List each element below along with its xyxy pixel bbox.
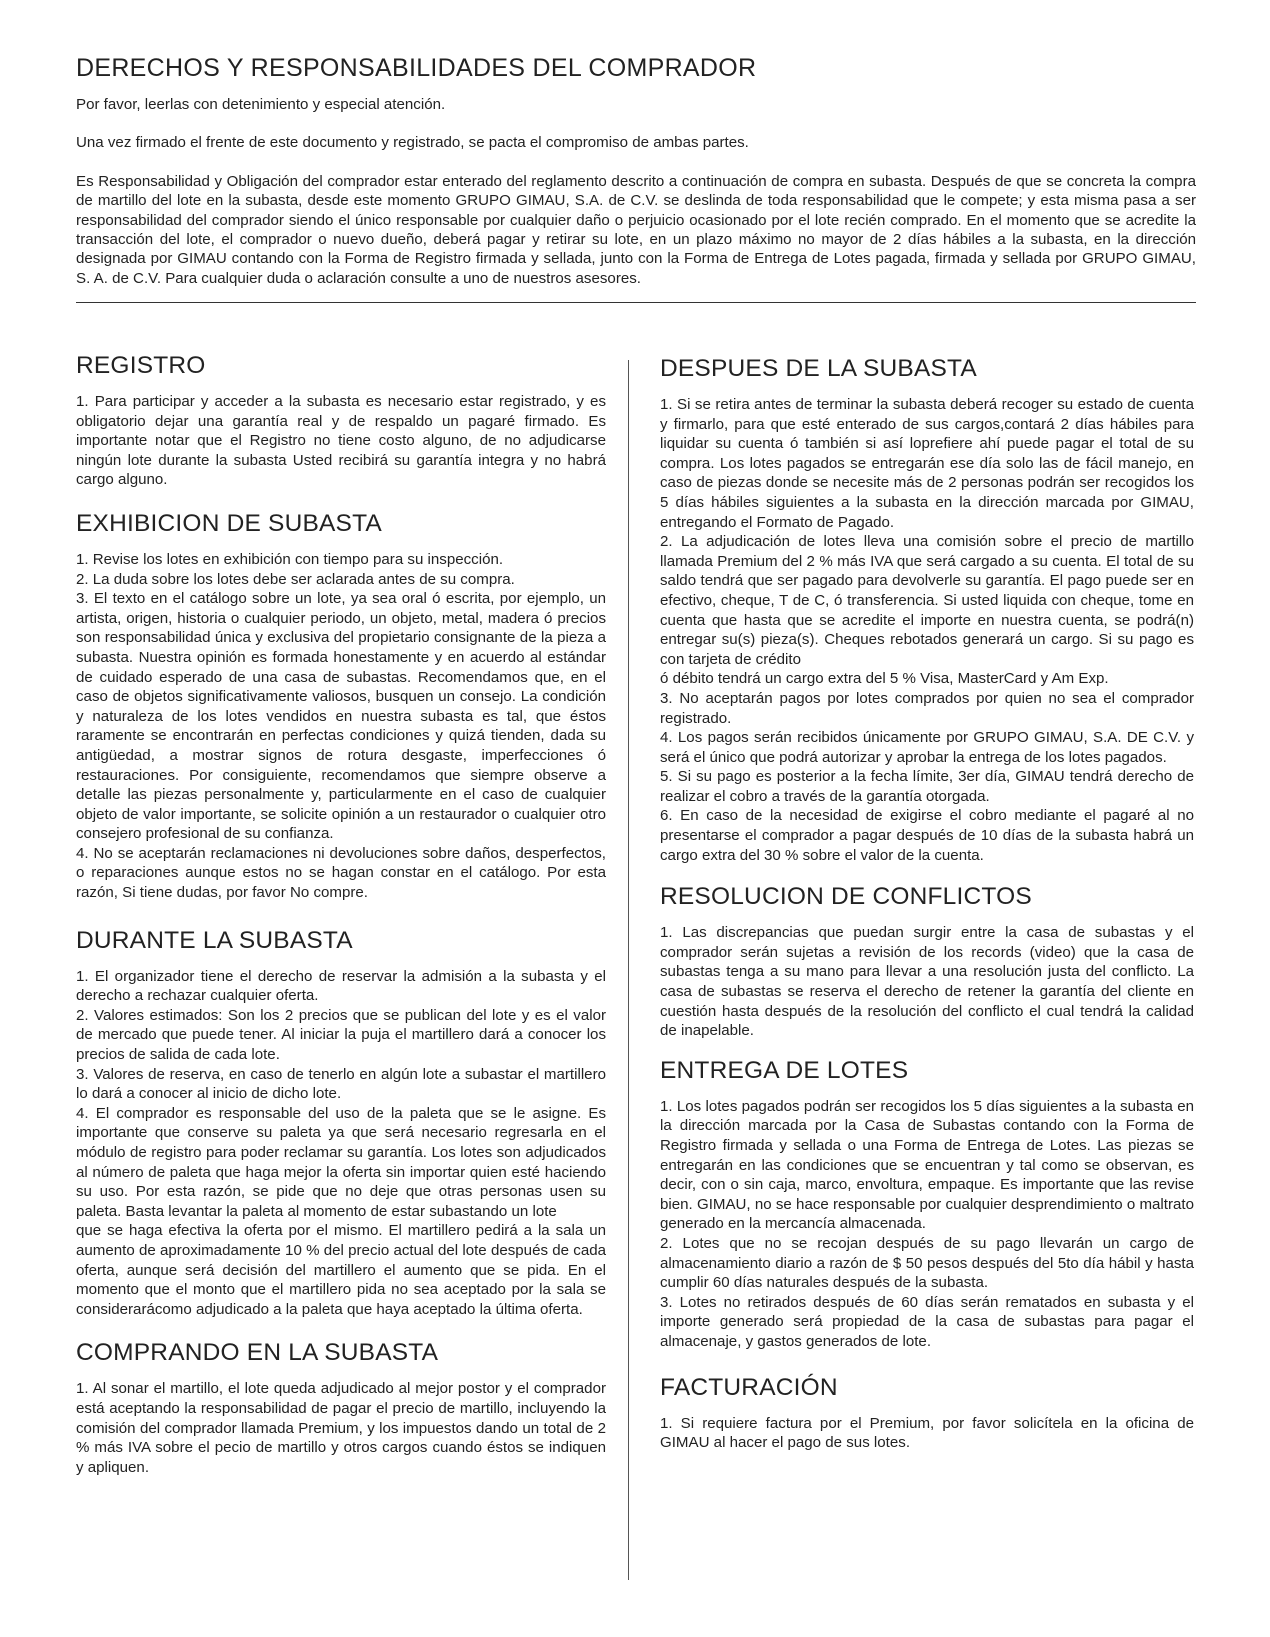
section-paragraph: 3. No aceptarán pagos por lotes comprados por quien no sea el comprador registrado.	[660, 689, 1194, 727]
section-paragraph: 5. Si su pago es posterior a la fecha límite, 3er día, GIMAU tendrá derecho de realizar el cobro a través de la garantía otorgada.	[660, 768, 1194, 805]
section-registro	[76, 352, 606, 490]
section-paragraph: 2. La adjudicación de lotes lleva una comisión sobre el precio de martillo llamada Premium del 2 % más IVA que será cargado a su cuenta. El total de su saldo tendrá que ser pagado para devolverle su garantía. El pago puede ser en efectivo, cheque, T de C, ó transferencia. Si usted liquida con cheque, tome en cuenta que hasta que se acredite el importe en nuestra cuenta, se podrá(n) entregar su(s) pieza(s). Cheques rebotados generará un cargo. Si su pago es con tarjeta de crédito	[660, 533, 1194, 668]
intro-block	[76, 95, 1196, 288]
document-page	[76, 54, 1196, 303]
section-durante	[76, 927, 606, 1320]
section-paragraph: 3. Valores de reserva, en caso de tenerlo en algún lote a subastar el martillero lo dará a conocer al inicio de dicho lote.	[76, 1065, 606, 1103]
section-paragraph: 3. Lotes no retirados después de 60 días serán rematados en subasta y el importe generado será propiedad de la casa de subastas para pagar el almacenaje, y gastos generados de lote.	[660, 1293, 1194, 1350]
section-heading: FACTURACIÓN	[660, 1373, 838, 1401]
section-paragraph: 2. La duda sobre los lotes debe ser aclarada antes de su compra.	[76, 570, 515, 588]
section-heading: ENTREGA DE LOTES	[660, 1056, 909, 1084]
section-heading: REGISTRO	[76, 352, 206, 379]
section-paragraph: 4. Los pagos serán recibidos únicamente por GRUPO GIMAU, S.A. DE C.V. y será el único que podrá autorizar y aprobar la entrega de los lotes pagados.	[660, 729, 1194, 766]
intro-paragraph: Es Responsabilidad y Obligación del comprador estar enterado del reglamento descrito a continuación de compra en subasta. Después de que se concreta la compra de martillo del lote en la subasta, desde este momento GRUPO GIMAU, S.A. de C.V. se deslinda de toda responsabilidad que le compete; y esta misma pasa a ser responsabilidad del comprador siendo el único responsable por cualquier daño o perjuicio ocasionado por el lote recién comprado. En el momento que se acredite la transacción del lote, el comprador o nuevo dueño, deberá pagar y retirar su lote, en un plazo máximo no mayor de 2 días hábiles a la subasta, en la dirección designada por GIMAU contando con la Forma de Registro firmada y sellada, junto con la Forma de Entrega de Lotes pagada, firmada y sellada por GRUPO GIMAU, S. A. de C.V. Para cualquier duda o aclaración consulte a uno de nuestros asesores.	[76, 172, 1196, 287]
section-paragraph: 4. No se aceptarán reclamaciones ni devoluciones sobre daños, desperfectos, o reparaciones aunque estos no se hagan constar en el catálogo. Por esta razón, Si tiene dudas, por favor No compre.	[76, 844, 606, 902]
section-paragraph: 4. El comprador es responsable del uso de la paleta que se le asigne. Es importante que conserve su paleta ya que será necesario regresarla en el módulo de registro para poder reclamar su garantía. Los lotes son adjudicados al número de paleta que haga mejor la oferta sin importar quien esté haciendo su uso. Por esta razón, se pide que no deje que otras personas usen su paleta. Basta levantar la paleta al momento de estar subastando un lote	[76, 1104, 606, 1220]
section-paragraph: 1. Las discrepancias que puedan surgir entre la casa de subastas y el comprador serán sujetas a revisión de los records (video) que la casa de subastas tenga a su mano para llevar a una resolución justa del conflicto. La casa de subastas se reserva el derecho de retener la garantía del cliente en cuestión hasta después de la resolución del conflicto el cual tendrá la calidad de inapelable.	[660, 924, 1194, 1040]
section-paragraph: 2. Valores estimados: Son los 2 precios que se publican del lote y es el valor de mercado que puede tener. Al iniciar la puja el martillero dará a conocer los precios de salida de cada lote.	[76, 1006, 606, 1064]
section-paragraph: 1. Si se retira antes de terminar la subasta deberá recoger su estado de cuenta y firmarlo, para que esté enterado de sus cargos,contará 2 días hábiles para liquidar su cuenta ó también si así loprefiere ahí puede pagar el total de su compra. Los lotes pagados se entregarán ese día solo las de fácil manejo, en caso de piezas donde se necesite más de 2 personas podrán ser recogidos los 5 días hábiles siguientes a la subasta en la dirección marcada por GIMAU, entregando el Formato de Pagado.	[660, 396, 1194, 531]
horizontal-divider	[76, 302, 1196, 303]
section-heading: RESOLUCION DE CONFLICTOS	[660, 883, 1032, 911]
right-column	[660, 355, 1194, 1467]
section-exhibicion	[76, 510, 606, 903]
section-paragraph: 1. El organizador tiene el derecho de reservar la admisión a la subasta y el derecho a rechazar cualquier oferta.	[76, 967, 606, 1005]
section-paragraph: 1. Los lotes pagados podrán ser recogidos los 5 días siguientes a la subasta en la dirección marcada por la Casa de Subastas contando con la Forma de Registro firmada y sellada o una Forma de Entrega de Lotes. Las piezas se entregarán en las condiciones que se encuentran y tal como se observan, es decir, con o sin caja, marco, envoltura, empaque. Es importante que las revise bien. GIMAU, no se hace responsable por cualquier desprendimiento o maltrato generado en la mercancía almacenada.	[660, 1097, 1194, 1233]
section-heading: DURANTE LA SUBASTA	[76, 926, 353, 954]
section-paragraph: 1. Para participar y acceder a la subasta es necesario estar registrado, y es obligatorio dejar una garantía real y de respaldo un pagaré firmado. Es importante notar que el Registro no tiene costo alguno, de no adjudicarse ningún lote durante la subasta Usted recibirá su garantía integra y no habrá cargo alguno.	[76, 393, 606, 489]
page-title: DERECHOS Y RESPONSABILIDADES DEL COMPRADOR	[76, 54, 757, 82]
section-paragraph: 1. Revise los lotes en exhibición con tiempo para su inspección.	[76, 550, 504, 568]
intro-paragraph: Una vez firmado el frente de este documento y registrado, se pacta el compromiso de ambas partes.	[76, 134, 749, 152]
section-paragraph: 2. Lotes que no se recojan después de su pago llevarán un cargo de almacenamiento diario a razón de $ 50 pesos después del 5to día hábil y hasta cumplir 60 días naturales después de la subasta.	[660, 1234, 1194, 1292]
column-divider	[628, 360, 629, 1580]
section-paragraph: 1. Si requiere factura por el Premium, por favor solicítela en la oficina de GIMAU al hacer el pago de sus lotes.	[660, 1414, 1194, 1452]
section-entrega	[660, 1057, 1194, 1352]
section-facturacion	[660, 1374, 1194, 1453]
section-heading: COMPRANDO EN LA SUBASTA	[76, 1339, 439, 1367]
section-despues	[660, 355, 1194, 865]
section-paragraph: 1. Al sonar el martillo, el lote queda adjudicado al mejor postor y el comprador está aceptando la responsabilidad de pagar el precio de martillo, incluyendo la comisión del comprador llamada Premium, y los impuestos dando un total de 2 % más IVA sobre el pecio de martillo y otros cargos cuando éstos se indiquen y apliquen.	[76, 1380, 606, 1476]
left-column	[76, 352, 606, 1491]
intro-paragraph: Por favor, leerlas con detenimiento y especial atención.	[76, 96, 446, 113]
section-paragraph: 3. El texto en el catálogo sobre un lote, ya sea oral ó escrita, por ejemplo, un artista, origen, historia o cualquier periodo, un objeto, metal, madera ó precios son responsabilidad única y exclusiva del propietario consignante de la pieza a subasta. Nuestra opinión es formada honestamente y en acuerdo al estándar de cuidado esperado de una casa de subastas. Recomendamos que, en el caso de objetos significativamente valiosos, busquen un consejo. La condición y naturaleza de los lotes vendidos en nuestra subasta es tal, que éstos raramente se encontrarán en perfectas condiciones y quizá tienden, dada su antigüedad, a mostrar signos de rotura desgaste, imperfecciones ó restauraciones. Por consiguiente, recomendamos que siempre observe a detalle las piezas personalmente y, particularmente en el caso de cualquier objeto de valor importante, se solicite opinión a un restaurador o cualquier otro consejero profesional de su confianza.	[76, 590, 606, 843]
section-heading: EXHIBICION DE SUBASTA	[76, 509, 382, 537]
section-paragraph: 6. En caso de la necesidad de exigirse el cobro mediante el pagaré al no presentarse el comprador a pagar después de 10 días de la subasta habrá un cargo extra del 30 % sobre el valor de la cuenta.	[660, 807, 1194, 864]
section-paragraph: que se haga efectiva la oferta por el mismo. El martillero pedirá a la sala un aumento de aproximadamente 10 % del precio actual del lote después de cada oferta, aunque será decisión del martillero el aumento que se pida. En el momento que el monto que el martillero pida no sea aceptado por la sala se considerarácomo adjudicado a la paleta que haya aceptado la última oferta.	[76, 1222, 606, 1318]
section-resolucion	[660, 883, 1194, 1041]
section-comprando	[76, 1339, 606, 1477]
section-heading: DESPUES DE LA SUBASTA	[660, 355, 977, 382]
section-paragraph: ó débito tendrá un cargo extra del 5 % Visa, MasterCard y Am Exp.	[660, 670, 1109, 688]
